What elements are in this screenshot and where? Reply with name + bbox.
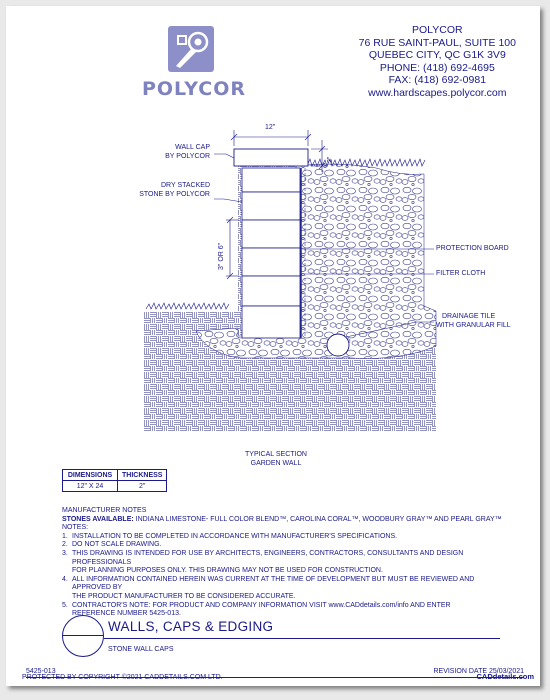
drawing-subtitle: STONE WALL CAPS [108,646,174,653]
drawing-caption: TYPICAL SECTION GARDEN WALL [245,451,307,467]
note-item: 3. THIS DRAWING IS INTENDED FOR USE BY ARCHITECTS, ENGINEERS, CONTRACTORS, CONSULTANTS AND DESIGN PROFESSIONALS [62,549,464,566]
gravel-fill-pattern [196,164,436,359]
reference-number: 5425-013 [26,668,56,675]
note-item: 1. INSTALLATION TO BE COMPLETED IN ACCORDANCE WITH MANUFACTURER'S SPECIFICATIONS. [62,532,398,540]
dim-course-label: 3" OR 6" [218,242,225,270]
note-item: 4. ALL INFORMATION CONTAINED HEREIN WAS CURRENT AT THE TIME OF DEVELOPMENT BUT MUST BE REVIEWED AND APPROVED BY [62,575,475,592]
stones-available: STONES AVAILABLE: INDIANA LIMESTONE- FULL COLOR BLEND™, CAROLINA CORAL™, WOODBURY GRAY™ AND PEARL GRAY™ [62,515,502,523]
note-item: 5. CONTRACTOR'S NOTE: FOR PRODUCT AND COMPANY INFORMATION VISIT www.CADdetails.com/info AND ENTER [62,601,451,609]
note-item: REFERENCE NUMBER 5425-013. [72,610,181,618]
table-header-row [63,470,167,481]
wall-cap [234,149,308,166]
company-name: POLYCOR [412,24,463,36]
notes-heading: MANUFACTURER NOTES [62,507,147,514]
revision-date: REVISION DATE 25/03/2021 [433,668,524,675]
label-drainage-tile: DRAINAGE TILE WITH GRANULAR FILL [436,313,511,329]
company-phone: PHONE: (418) 692-4695 [379,61,495,74]
company-website[interactable]: www.hardscapes.polycor.com [368,86,507,99]
notes-label: NOTES: [62,524,89,532]
table-cell: 12" X 24 [63,481,118,492]
table-header-cell: THICKNESS [118,470,167,481]
copyright-notice: PROTECTED BY COPYRIGHT ©2021 CADDETAILS.COM LTD. [22,674,223,681]
note-item: FOR PLANNING PURPOSES ONLY. THIS DRAWING MAY NOT BE USED FOR CONSTRUCTION. [72,567,383,575]
table-row [63,481,167,492]
table-header-cell: DIMENSIONS [63,470,118,481]
stone-course [242,306,300,338]
table-cell: 2" [118,481,167,492]
drawing-sheet [6,6,540,686]
stone-course [242,220,300,248]
company-fax: FAX: (418) 692-0981 [388,74,487,86]
label-filter-cloth: FILTER CLOTH [436,270,486,277]
note-item: THE PRODUCT MANUFACTURER TO BE CONSIDERED ACCURATE. [72,592,296,600]
title-circle-icon [62,615,104,657]
drawing-title: WALLS, CAPS & EDGING [108,619,274,634]
company-address-2: QUEBEC CITY, QC G1K 3V9 [368,49,506,61]
dim-cap-label: 2" [327,156,334,163]
dimensions-table [62,469,167,492]
title-divider [104,638,500,639]
stone-course [242,248,300,276]
caddetails-brand-link[interactable]: CADdetails.com [476,672,534,681]
label-protection-board: PROTECTION BOARD [436,245,509,252]
stone-course [242,168,300,192]
stone-course [242,276,300,306]
label-wall-cap: WALL CAP BY POLYCOR [165,144,210,160]
stone-course [242,192,300,220]
dim-width-label: 12" [265,124,276,131]
manufacturer-notes [62,507,502,619]
dimension-course [226,217,239,279]
note-item: 2. DO NOT SCALE DRAWING. [62,541,162,549]
garden-wall-section-drawing [6,6,540,466]
logo-wordmark: POLYCOR [141,78,247,100]
label-dry-stacked: DRY STACKED STONE BY POLYCOR [139,182,210,198]
drainage-tile [327,334,349,356]
company-address-1: 76 RUE SAINT-PAUL, SUITE 100 [358,36,516,49]
stacked-stone-wall [242,168,300,338]
